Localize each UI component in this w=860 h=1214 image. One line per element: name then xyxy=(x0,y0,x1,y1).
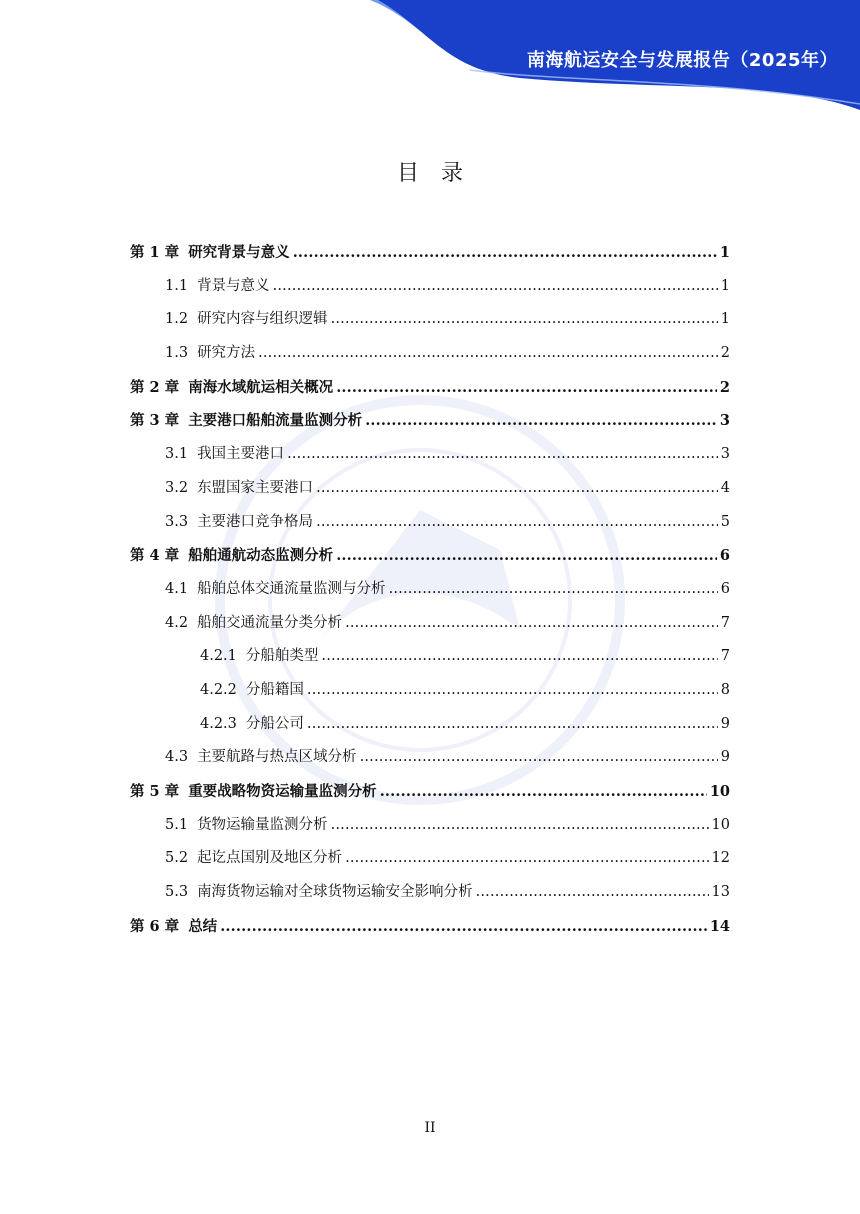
toc-entry-label: 主要航路与热点区域分析 xyxy=(197,749,357,766)
toc-dot-leader xyxy=(321,640,717,674)
toc-section-entry[interactable] xyxy=(130,438,730,472)
toc-section-entry[interactable] xyxy=(130,741,730,775)
toc-entry-number: 5.3 xyxy=(165,884,189,901)
toc-dot-leader xyxy=(345,607,718,641)
toc-section-entry[interactable] xyxy=(130,708,730,742)
table-of-contents xyxy=(130,236,730,943)
toc-heading: 目录 xyxy=(396,161,485,186)
toc-entry-page: 6 xyxy=(719,547,730,565)
toc-dot-leader xyxy=(476,876,709,910)
toc-entry-number: 4.3 xyxy=(165,749,189,766)
toc-section-entry[interactable] xyxy=(130,573,730,607)
toc-entry-label: 主要港口竞争格局 xyxy=(197,513,314,530)
toc-entry-label: 研究内容与组织逻辑 xyxy=(197,311,328,328)
toc-section-entry[interactable] xyxy=(130,809,730,843)
toc-chapter-entry[interactable] xyxy=(130,775,730,809)
toc-entry-page: 8 xyxy=(720,681,730,698)
toc-entry-number: 5.2 xyxy=(165,850,189,867)
toc-entry-label: 我国主要港口 xyxy=(197,446,285,463)
toc-dot-leader xyxy=(287,438,718,472)
toc-section-entry[interactable] xyxy=(130,270,730,304)
toc-entry-label: 研究背景与意义 xyxy=(188,244,290,261)
toc-entry-page: 10 xyxy=(711,816,730,833)
toc-entry-number: 第 4 章 xyxy=(130,547,180,565)
toc-entry-label: 南海货物运输对全球货物运输安全影响分析 xyxy=(197,884,473,901)
toc-entry-page: 6 xyxy=(720,580,730,597)
toc-entry-number: 第 2 章 xyxy=(130,378,180,396)
toc-chapter-entry[interactable] xyxy=(130,371,730,405)
toc-dot-leader xyxy=(307,674,718,708)
toc-entry-number: 第 6 章 xyxy=(130,917,180,935)
toc-entry-number: 4.2.2 xyxy=(200,681,237,698)
toc-entry-page: 10 xyxy=(709,783,730,800)
toc-entry-page: 14 xyxy=(709,917,730,935)
toc-chapter-entry[interactable] xyxy=(130,404,730,438)
toc-entry-page: 9 xyxy=(720,715,730,732)
report-title: 南海航运安全与发展报告（2025年） xyxy=(526,50,838,71)
toc-entry-number: 第 1 章 xyxy=(130,244,180,261)
toc-entry-number: 3.3 xyxy=(165,513,189,530)
toc-entry-label: 主要港口船舶流量监测分析 xyxy=(188,412,363,430)
toc-chapter-entry[interactable] xyxy=(130,236,730,270)
toc-entry-label: 重要战略物资运输量监测分析 xyxy=(188,783,377,800)
toc-entry-page: 4 xyxy=(720,479,730,496)
toc-entry-page: 3 xyxy=(720,446,730,463)
toc-entry-page: 7 xyxy=(720,614,730,631)
toc-dot-leader xyxy=(360,741,718,775)
toc-entry-label: 研究方法 xyxy=(197,345,256,362)
toc-dot-leader xyxy=(365,404,717,438)
toc-dot-leader xyxy=(258,337,718,371)
toc-dot-leader xyxy=(307,708,718,742)
toc-section-entry[interactable] xyxy=(130,303,730,337)
toc-entry-label: 船舶总体交通流量监测与分析 xyxy=(197,580,386,597)
toc-dot-leader xyxy=(316,472,718,506)
toc-entry-label: 东盟国家主要港口 xyxy=(197,479,314,496)
toc-section-entry[interactable] xyxy=(130,472,730,506)
toc-entry-number: 3.2 xyxy=(165,479,189,496)
toc-entry-page: 2 xyxy=(720,345,730,362)
toc-dot-leader xyxy=(331,809,709,843)
toc-entry-page: 2 xyxy=(719,378,730,396)
toc-entry-label: 分船公司 xyxy=(245,715,304,732)
toc-entry-number: 1.1 xyxy=(165,277,189,294)
toc-chapter-entry[interactable] xyxy=(130,539,730,573)
toc-chapter-entry[interactable] xyxy=(130,910,730,944)
toc-entry-number: 第 3 章 xyxy=(130,412,180,430)
toc-entry-label: 船舶通航动态监测分析 xyxy=(188,547,334,565)
toc-section-entry[interactable] xyxy=(130,842,730,876)
toc-entry-page: 13 xyxy=(711,884,730,901)
page-number: II xyxy=(424,1120,436,1136)
toc-entry-page: 7 xyxy=(720,648,730,665)
toc-dot-leader xyxy=(336,371,717,405)
toc-dot-leader xyxy=(345,842,708,876)
toc-section-entry[interactable] xyxy=(130,640,730,674)
toc-dot-leader xyxy=(293,236,717,270)
toc-entry-label: 背景与意义 xyxy=(197,277,270,294)
toc-section-entry[interactable] xyxy=(130,607,730,641)
toc-entry-number: 5.1 xyxy=(165,816,189,833)
toc-dot-leader xyxy=(316,506,718,540)
toc-entry-page: 12 xyxy=(711,850,730,867)
toc-entry-number: 1.3 xyxy=(165,345,189,362)
toc-dot-leader xyxy=(331,303,718,337)
toc-entry-page: 3 xyxy=(719,412,730,430)
toc-entry-number: 1.2 xyxy=(165,311,189,328)
toc-section-entry[interactable] xyxy=(130,337,730,371)
toc-entry-page: 5 xyxy=(720,513,730,530)
toc-entry-label: 分船籍国 xyxy=(245,681,304,698)
toc-entry-number: 第 5 章 xyxy=(130,783,180,800)
toc-entry-label: 总结 xyxy=(188,917,218,935)
toc-entry-number: 4.1 xyxy=(165,580,189,597)
toc-dot-leader xyxy=(220,910,707,944)
toc-entry-page: 1 xyxy=(719,244,730,261)
toc-entry-label: 南海水域航运相关概况 xyxy=(188,378,334,396)
toc-section-entry[interactable] xyxy=(130,876,730,910)
toc-entry-label: 起讫点国别及地区分析 xyxy=(197,850,343,867)
toc-entry-number: 4.2.3 xyxy=(200,715,237,732)
toc-section-entry[interactable] xyxy=(130,506,730,540)
toc-entry-number: 4.2.1 xyxy=(200,648,237,665)
toc-entry-label: 货物运输量监测分析 xyxy=(197,816,328,833)
toc-dot-leader xyxy=(389,573,718,607)
toc-entry-page: 1 xyxy=(720,311,730,328)
toc-entry-number: 4.2 xyxy=(165,614,189,631)
toc-entry-label: 船舶交通流量分类分析 xyxy=(197,614,343,631)
toc-entry-page: 1 xyxy=(720,277,730,294)
toc-entry-page: 9 xyxy=(720,749,730,766)
toc-entry-label: 分船舶类型 xyxy=(245,648,319,665)
toc-section-entry[interactable] xyxy=(130,674,730,708)
toc-entry-number: 3.1 xyxy=(165,446,189,463)
toc-dot-leader xyxy=(336,539,717,573)
toc-dot-leader xyxy=(380,775,707,809)
toc-dot-leader xyxy=(273,270,718,304)
